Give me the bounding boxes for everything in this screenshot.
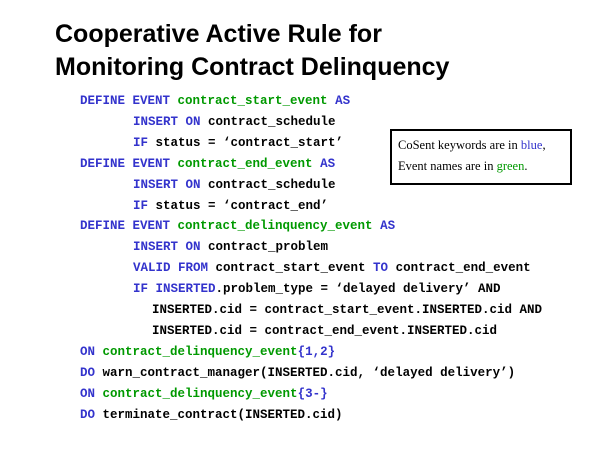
- code-line-segment-event: contract_delinquency_event: [102, 386, 298, 401]
- code-line-segment-keyword: {1,2}: [297, 344, 336, 359]
- code-line: [80, 216, 542, 237]
- code-line-segment-keyword: INSERT ON: [133, 177, 209, 192]
- code-line-segment-keyword: DO: [80, 407, 103, 422]
- code-line-segment-keyword: INSERT ON: [133, 114, 209, 129]
- code-line-segment-keyword: IF: [133, 135, 156, 150]
- code-line-segment-keyword: ON: [80, 386, 103, 401]
- code-line-segment-keyword: AS: [327, 94, 351, 108]
- code-line-segment-keyword: {3-}: [297, 386, 328, 401]
- code-line: [133, 279, 542, 300]
- code-line-segment-keyword: AS: [372, 219, 396, 234]
- code-line-segment-keyword: ON: [80, 344, 103, 359]
- code-line: [133, 196, 542, 217]
- code-line-segment-text: INSERTED.cid = contract_end_event.INSERTED.cid: [152, 323, 498, 338]
- code-line-segment-keyword: TO: [373, 261, 389, 276]
- code-line-segment-text: contract_schedule: [208, 114, 336, 129]
- code-line-segment-keyword: INSERT ON: [133, 240, 209, 255]
- title-line-2: Monitoring Contract Delinquency: [55, 53, 450, 81]
- code-line-segment-keyword: AS: [312, 156, 336, 171]
- legend-line-segment-text: ,: [542, 138, 546, 152]
- code-line: [80, 405, 542, 426]
- code-line-segment-keyword: VALID FROM: [133, 261, 216, 276]
- legend-box: [390, 129, 572, 185]
- legend-line-segment-keyword: blue: [520, 138, 543, 152]
- title-line-1: Cooperative Active Rule for: [55, 20, 382, 48]
- code-line: [133, 237, 542, 258]
- code-line-segment-text: terminate_contract(INSERTED.cid): [102, 407, 343, 422]
- code-line-segment-keyword: IF: [133, 198, 156, 213]
- code-line-segment-text: INSERTED.cid = contract_start_event.INSERTED.cid AND: [152, 303, 543, 318]
- legend-line: [398, 135, 564, 156]
- code-line: [152, 300, 542, 321]
- legend-line-segment-text: CoSent keywords are in: [398, 138, 521, 152]
- code-line-segment-keyword: DO: [80, 365, 103, 380]
- code-line-segment-text: contract_problem: [208, 240, 329, 255]
- code-line-segment-keyword: DEFINE EVENT: [80, 156, 178, 171]
- code-line: [133, 258, 542, 279]
- code-line-segment-event: contract_end_event: [177, 156, 313, 171]
- code-line-segment-event: contract_start_event: [177, 94, 328, 108]
- code-line-segment-text: warn_contract_manager(INSERTED.cid, ‘delayed delivery’): [102, 365, 516, 380]
- code-line-segment-text: contract_end_event: [388, 261, 531, 276]
- code-line: [80, 363, 542, 384]
- legend-line-segment-text: .: [524, 159, 528, 173]
- code-line-segment-event: contract_delinquency_event: [102, 344, 298, 359]
- legend-line-segment-event: green: [496, 159, 525, 173]
- code-line-segment-keyword: DEFINE EVENT: [80, 94, 178, 108]
- code-line-segment-keyword: IF INSERTED: [133, 282, 216, 297]
- code-line-segment-keyword: DEFINE EVENT: [80, 219, 178, 234]
- code-line: [152, 321, 542, 342]
- legend-line-segment-text: Event names are in: [398, 159, 497, 173]
- code-line-segment-event: contract_delinquency_event: [177, 219, 373, 234]
- code-line-segment-text: status = ‘contract_start’: [155, 135, 344, 150]
- code-line-segment-text: .problem_type = ‘delayed delivery’ AND: [215, 282, 501, 297]
- legend-line: [398, 156, 564, 177]
- code-line: [80, 91, 542, 112]
- page-title: [55, 18, 449, 84]
- code-line: [80, 342, 542, 363]
- code-line-segment-text: contract_schedule: [208, 177, 336, 192]
- code-line-segment-text: contract_start_event: [215, 261, 374, 276]
- code-line: [80, 384, 542, 405]
- code-line-segment-text: status = ‘contract_end’: [155, 198, 329, 213]
